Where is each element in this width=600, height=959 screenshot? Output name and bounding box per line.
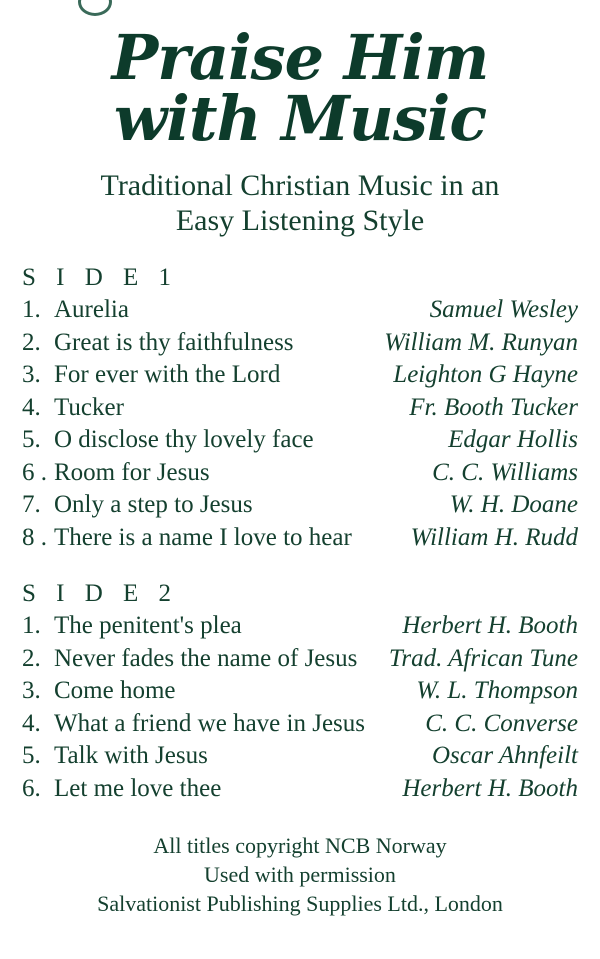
track-composer: W. H. Doane [449, 491, 578, 519]
track-row [18, 457, 582, 490]
track-title: Tucker [54, 393, 124, 421]
track-number: 3. [22, 677, 41, 705]
track-row [18, 489, 582, 522]
track-number: 4. [22, 709, 41, 737]
track-composer: C. C. Williams [432, 458, 578, 486]
track-row [18, 708, 582, 741]
track-number: 1. [22, 612, 41, 640]
track-composer: Oscar Ahnfeilt [431, 742, 578, 770]
album-title-line-2: with Music [113, 81, 487, 155]
track-title: The penitent's plea [54, 612, 242, 640]
album-subtitle-line-2: Easy Listening Style [175, 203, 425, 237]
track-row [18, 773, 582, 806]
track-title: Room for Jesus [54, 458, 210, 486]
track-composer: William H. Rudd [410, 523, 578, 551]
track-row [18, 359, 582, 392]
album-subtitle-line-1: Traditional Christian Music in an [100, 168, 500, 202]
track-title: What a friend we have in Jesus [54, 709, 365, 737]
side-1-section [18, 264, 582, 554]
track-composer: Fr. Booth Tucker [409, 393, 578, 421]
track-title: For ever with the Lord [54, 361, 281, 389]
track-number: 3. [22, 361, 41, 389]
track-composer: Edgar Hollis [448, 426, 578, 454]
copyright-footer [18, 831, 582, 918]
track-row [18, 424, 582, 457]
side-2-section [18, 580, 582, 805]
album-subtitle [18, 168, 582, 239]
footer-line-1: All titles copyright NCB Norway [153, 833, 447, 859]
track-row [18, 522, 582, 555]
track-composer: William M. Runyan [384, 328, 578, 356]
track-title: Let me love thee [54, 774, 222, 802]
track-number: 2. [22, 328, 41, 356]
album-title-line-1: Praise Him [111, 21, 489, 94]
track-title: Come home [54, 677, 176, 705]
track-number: 1. [22, 296, 41, 324]
track-composer: Trad. African Tune [388, 644, 578, 672]
track-title: Aurelia [54, 296, 129, 324]
track-title: Never fades the name of Jesus [54, 644, 358, 672]
track-row [18, 610, 582, 643]
side-1-heading: S I D E 1 [22, 264, 179, 292]
footer-line-2: Used with permission [204, 862, 396, 888]
side-2-heading: S I D E 2 [22, 580, 179, 608]
track-number: 7. [22, 491, 41, 519]
track-row [18, 740, 582, 773]
track-row [18, 327, 582, 360]
track-composer: W. L. Thompson [416, 677, 578, 705]
track-number: 2. [22, 644, 41, 672]
track-row [18, 643, 582, 676]
footer-line-3: Salvationist Publishing Supplies Ltd., London [97, 891, 503, 917]
track-title: There is a name I love to hear [54, 523, 352, 551]
album-title [18, 0, 582, 155]
track-number: 4. [22, 393, 41, 421]
track-row [18, 675, 582, 708]
track-composer: Leighton G Hayne [393, 361, 578, 389]
track-number: 6 . [22, 458, 47, 486]
track-composer: Herbert H. Booth [402, 774, 578, 802]
track-number: 8 . [22, 523, 47, 551]
track-title: Talk with Jesus [54, 742, 208, 770]
track-row [18, 392, 582, 425]
track-composer: Herbert H. Booth [402, 612, 578, 640]
track-composer: C. C. Converse [425, 709, 578, 737]
track-number: 5. [22, 426, 41, 454]
track-title: O disclose thy lovely face [54, 426, 314, 454]
track-title: Great is thy faithfulness [54, 328, 294, 356]
track-number: 5. [22, 742, 41, 770]
track-row [18, 294, 582, 327]
track-title: Only a step to Jesus [54, 491, 253, 519]
track-composer: Samuel Wesley [429, 296, 578, 324]
track-number: 6. [22, 774, 41, 802]
